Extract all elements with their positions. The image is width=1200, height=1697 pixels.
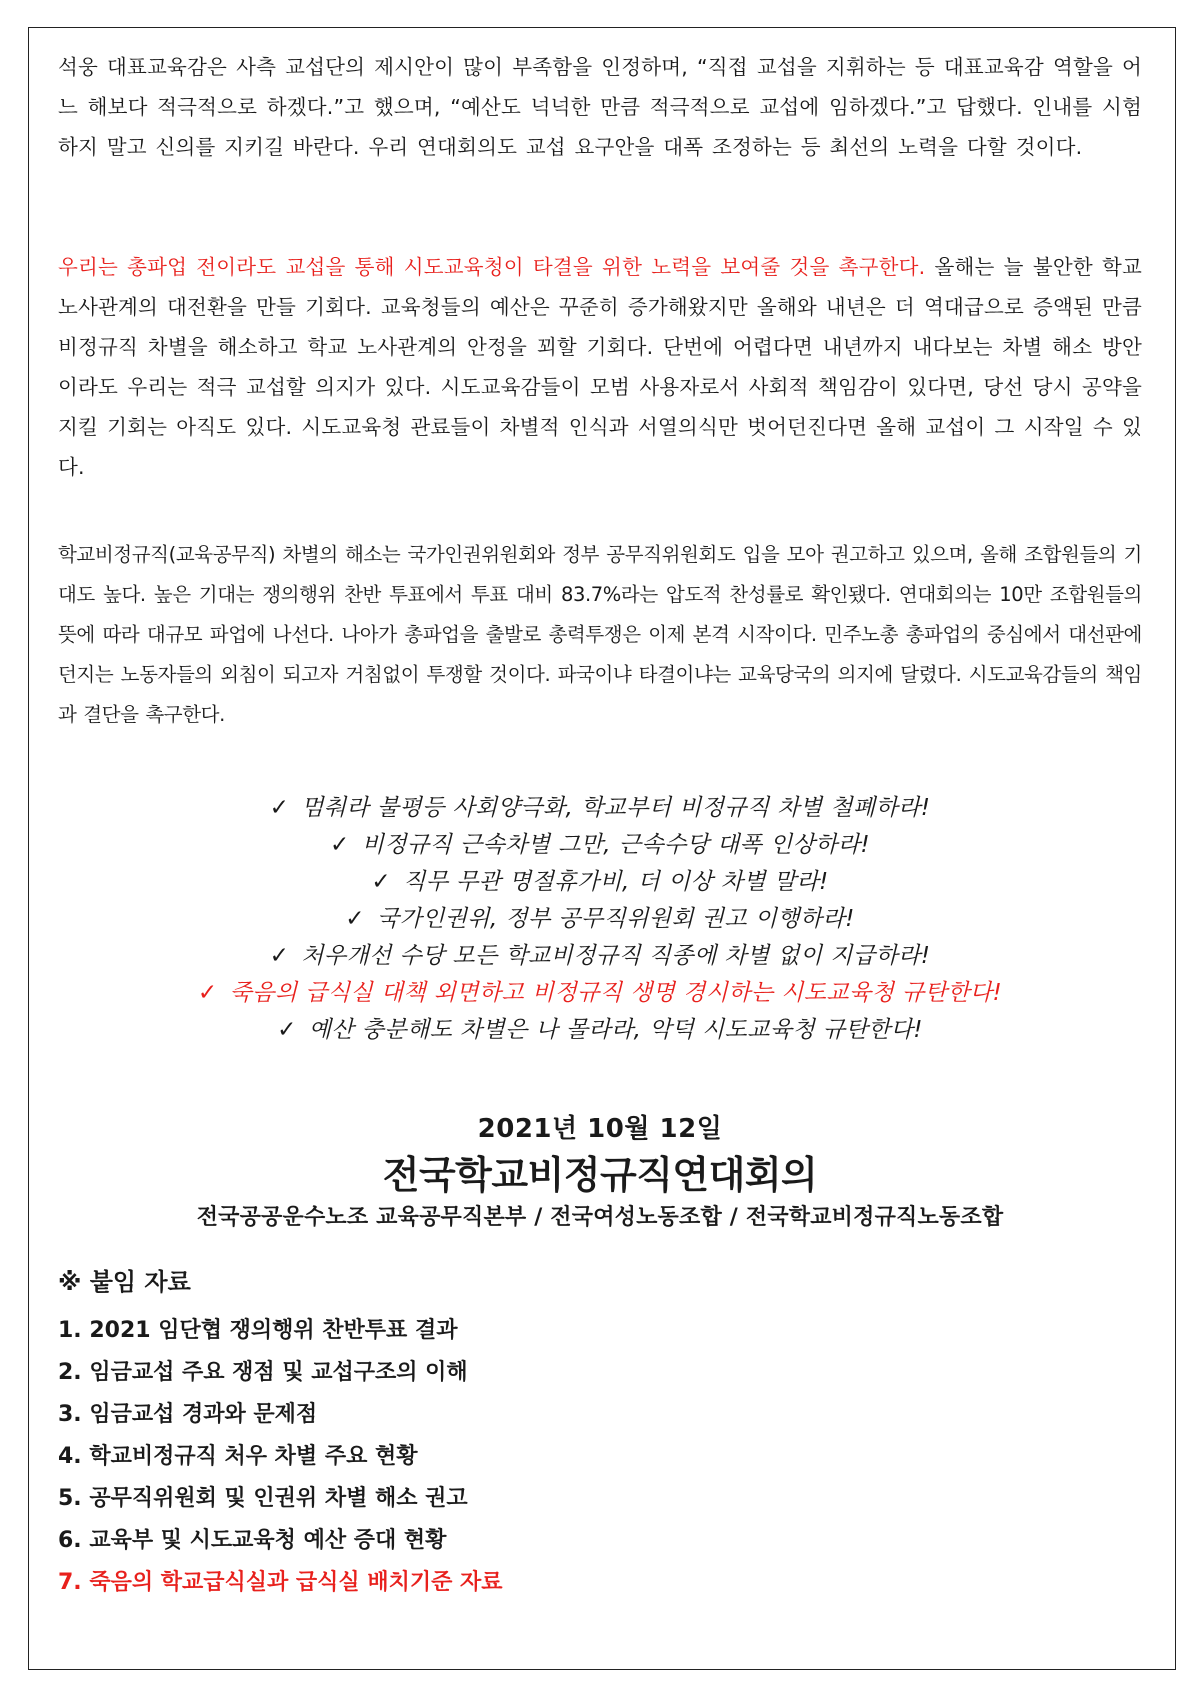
checkmark-icon: ✓ bbox=[269, 943, 290, 969]
attachment-item: 2. 임금교섭 주요 쟁점 및 교섭구조의 이해 bbox=[58, 1360, 468, 1385]
slogan-item bbox=[0, 827, 1200, 864]
slogan-item bbox=[0, 790, 1200, 827]
organization-name: 전국학교비정규직연대회의 bbox=[382, 1153, 818, 1197]
checkmark-icon: ✓ bbox=[371, 869, 392, 895]
paragraph-1 bbox=[58, 47, 1142, 167]
slogan-text: 비정규직 근속차별 그만, 근속수당 대폭 인상하라! bbox=[361, 832, 870, 858]
checkmark-icon: ✓ bbox=[269, 795, 290, 821]
checkmark-icon: ✓ bbox=[330, 832, 350, 858]
checkmark-icon: ✓ bbox=[277, 1017, 297, 1043]
member-unions: 전국공공운수노조 교육공무직본부 / 전국여성노동조합 / 전국학교비정규직노동조합 bbox=[196, 1205, 1004, 1230]
slogan-item bbox=[0, 901, 1200, 938]
paragraph-2 bbox=[58, 247, 1142, 487]
attachment-item: 5. 공무직위원회 및 인권위 차별 해소 권고 bbox=[58, 1486, 468, 1511]
slogan-item-highlight bbox=[0, 975, 1200, 1012]
paragraph-3 bbox=[58, 535, 1142, 735]
attachment-item-highlight: 7. 죽음의 학교급식실과 급식실 배치기준 자료 bbox=[58, 1570, 503, 1595]
paragraph-2-text: 올해는 늘 불안한 학교 노사관계의 대전환을 만들 기회다. 교육청들의 예산은 꾸준히 증가해왔지만 올해와 내년은 더 역대급으로 증액된 만큼 비정규직 차별을 해소하고 학교 노사관계의 안정을 꾀할 기회다. 단번에 어렵다면 내년까지 내다보는 차별 해소 방안이라도 우리는 적극 교섭할 의지가 있다. 시도교육감들이 모범 사용자로서 사회적 책임감이 있다면, 당선 당시 공약을 지킬 기회는 아직도 있다. 시도교육청 관료들이 차별적 인식과 서열의식만 벗어던진다면 올해 교섭이 그 시작일 수 있다. bbox=[58, 255, 1142, 479]
attachments-title: ※ 붙임 자료 bbox=[58, 1268, 191, 1296]
document-date: 2021년 10월 12일 bbox=[477, 1114, 723, 1144]
paragraph-3-text: 학교비정규직(교육공무직) 차별의 해소는 국가인권위원회와 정부 공무직위원회도 입을 모아 권고하고 있으며, 올해 조합원들의 기대도 높다. 높은 기대는 쟁의행위 찬반 투표에서 투표 대비 83.7%라는 압도적 찬성률로 확인됐다. 연대회의는 10만 조합원들의 뜻에 따라 대규모 파업에 나선다. 나아가 총파업을 출발로 총력투쟁은 이제 본격 시작이다. 민주노총 총파업의 중심에서 대선판에 던지는 노동자들의 외침이 되고자 거침없이 투쟁할 것이다. 파국이냐 타결이냐는 교육당국의 의지에 달렸다. 시도교육감들의 책임과 결단을 촉구한다. bbox=[58, 543, 1142, 726]
slogan-text: 멈춰라 불평등 사회양극화, 학교부터 비정규직 차별 철폐하라! bbox=[301, 795, 931, 821]
slogan-text: 처우개선 수당 모든 학교비정규직 직종에 차별 없이 지급하라! bbox=[301, 943, 931, 969]
checkmark-icon: ✓ bbox=[197, 980, 218, 1006]
slogan-list bbox=[0, 790, 1200, 1049]
paragraph-2-highlight: 우리는 총파업 전이라도 교섭을 통해 시도교육청이 타결을 위한 노력을 보여줄 것을 촉구한다. bbox=[58, 255, 926, 279]
slogan-text: 예산 충분해도 차별은 나 몰라라, 악덕 시도교육청 규탄한다! bbox=[308, 1017, 923, 1043]
slogan-item bbox=[0, 1012, 1200, 1049]
paragraph-1-text: 석웅 대표교육감은 사측 교섭단의 제시안이 많이 부족함을 인정하며, “직접 교섭을 지휘하는 등 대표교육감 역할을 어느 해보다 적극적으로 하겠다.”고 했으며, “예산도 넉넉한 만큼 적극적으로 교섭에 임하겠다.”고 답했다. 인내를 시험하지 말고 신의를 지키길 바란다. 우리 연대회의도 교섭 요구안을 대폭 조정하는 등 최선의 노력을 다할 것이다. bbox=[58, 55, 1142, 159]
checkmark-icon: ✓ bbox=[345, 906, 365, 932]
attachment-item: 6. 교육부 및 시도교육청 예산 증대 현황 bbox=[58, 1528, 447, 1553]
attachment-item: 4. 학교비정규직 처우 차별 주요 현황 bbox=[58, 1444, 418, 1469]
slogan-text: 국가인권위, 정부 공무직위원회 권고 이행하라! bbox=[376, 906, 855, 932]
attachment-item: 3. 임금교섭 경과와 문제점 bbox=[58, 1402, 318, 1427]
slogan-item bbox=[0, 938, 1200, 975]
attachment-item: 1. 2021 임단협 쟁의행위 찬반투표 결과 bbox=[58, 1318, 458, 1343]
slogan-text: 죽음의 급식실 대책 외면하고 비정규직 생명 경시하는 시도교육청 규탄한다! bbox=[229, 980, 1003, 1006]
slogan-text: 직무 무관 명절휴가비, 더 이상 차별 말라! bbox=[403, 869, 829, 895]
slogan-item bbox=[0, 864, 1200, 901]
attachments-list bbox=[58, 1310, 503, 1604]
